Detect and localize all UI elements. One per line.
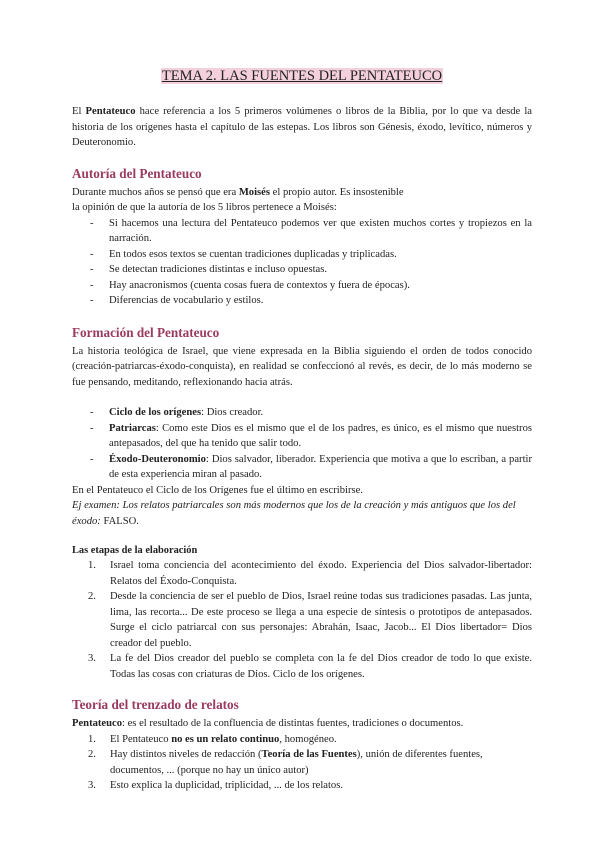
autoria-list bbox=[72, 216, 532, 309]
list-item: - Se detectan tradiciones distintas e incluso opuestas. bbox=[90, 264, 327, 275]
autoria-bold: Moisés bbox=[238, 186, 270, 198]
intro-paragraph bbox=[72, 104, 532, 151]
formacion-list bbox=[72, 405, 532, 483]
page-title-text: TEMA 2. LAS FUENTES DEL PENTATEUCO bbox=[161, 68, 443, 84]
list-item: - Patriarcas: Como este Dios es el mismo que el de los padres, es único, es el mismo que nuestros antepasados, del que ha tenido que salir todo. bbox=[90, 422, 532, 449]
heading-trenzado: Teoría del trenzado de relatos bbox=[72, 697, 239, 712]
heading-formacion: Formación del Pentateuco bbox=[72, 324, 220, 340]
heading-etapas: Las etapas de la elaboración bbox=[72, 545, 198, 556]
list-item: 2. Hay distintos niveles de redacción (Teoría de las Fuentes), unión de diferentes fuentes, documentos, ... (porque no hay un único autor) bbox=[88, 749, 483, 776]
document-page bbox=[72, 68, 532, 794]
intro-pre: El bbox=[72, 106, 86, 117]
trenzado-paragraph bbox=[72, 716, 532, 732]
exam-answer: FALSO. bbox=[100, 515, 139, 527]
autoria-pre: Durante muchos años se pensó que era bbox=[72, 186, 239, 198]
page-title bbox=[72, 68, 532, 85]
list-item: - Hay anacronismos (cuenta cosas fuera de contextos y fuera de épocas). bbox=[90, 279, 410, 291]
heading-autoria: Autoría del Pentateuco bbox=[72, 165, 202, 181]
trenzado-bold: Pentateuco bbox=[72, 718, 123, 729]
list-item: - Diferencias de vocabulario y estilos. bbox=[90, 295, 264, 306]
list-item: - Ciclo de los orígenes: Dios creador. bbox=[90, 407, 264, 418]
exam-question: Ej examen: Los relatos patriarcales son más modernos que los de la creación y más antiguos que los del éxodo: bbox=[72, 500, 516, 527]
trenzado-list bbox=[72, 732, 532, 794]
intro-text: hace referencia a los 5 primeros volúmenes o libros de la Biblia, por lo que va desde la historia de los orígenes hasta el capítulo de las estepas. Los libros son Génesis, éxodo, levítico, números y Deuteronomio. bbox=[72, 106, 532, 148]
list-item: - Éxodo-Deuteronomio: Dios salvador, liberador. Experiencia que motiva a que lo escriban, a partir de esta experiencia miran al pasado. bbox=[90, 453, 532, 480]
intro-bold: Pentateuco bbox=[85, 106, 136, 117]
etapas-list bbox=[72, 558, 532, 682]
autoria-paragraph bbox=[72, 185, 412, 216]
list-item: 3. Esto explica la duplicidad, triplicidad, ... de los relatos. bbox=[88, 780, 344, 791]
formacion-paragraph: La historia teológica de Israel, que viene expresada en la Biblia siguiendo el orden de todos conocido (creación-patriarcas-éxodo-conquista), en realidad se confeccionó al revés, es decir, de lo más moderno se fue pensando, meditando, reflexionando hacia atrás. bbox=[72, 345, 532, 388]
exam-example bbox=[72, 498, 532, 529]
autoria-post: el propio autor. Es insostenible la opinión de que la autoría de los 5 libros pertenece a Moisés: bbox=[72, 186, 404, 213]
list-item: - En todos esos textos se cuentan tradiciones duplicadas y triplicadas. bbox=[90, 248, 397, 260]
list-item: 1. El Pentateuco no es un relato continuo, homogéneo. bbox=[88, 733, 337, 745]
list-item: 2. Desde la conciencia de ser el pueblo de Dios, Israel reúne todas sus tradiciones pasadas. Las junta, lima, las recorta... De este proceso se llega a una especie de síntesis o prototipos de antepasados. Surge el ciclo patriarcal con sus personajes: Abrahán, Isaac, Jacob... El Dios libertador= Dios creador del pueblo. bbox=[88, 591, 532, 649]
trenzado-text: : es el resultado de la confluencia de distintas fuentes, tradiciones o documentos. bbox=[122, 718, 464, 729]
list-item: - Si hacemos una lectura del Pentateuco podemos ver que existen muchos cortes y tropiezos en la narración. bbox=[90, 217, 532, 244]
list-item: 3. La fe del Dios creador del pueblo se completa con la fe del Dios creador de todo lo que existe. Todas las cosas con criaturas de Dios. Ciclo de los orígenes. bbox=[88, 653, 532, 680]
formacion-note: En el Pentateuco el Ciclo de los Orígenes fue el último en escribirse. bbox=[72, 484, 363, 496]
list-item: 1. Israel toma conciencia del acontecimiento del éxodo. Experiencia del Dios salvador-libertador: Relatos del Éxodo-Conquista. bbox=[88, 560, 532, 587]
